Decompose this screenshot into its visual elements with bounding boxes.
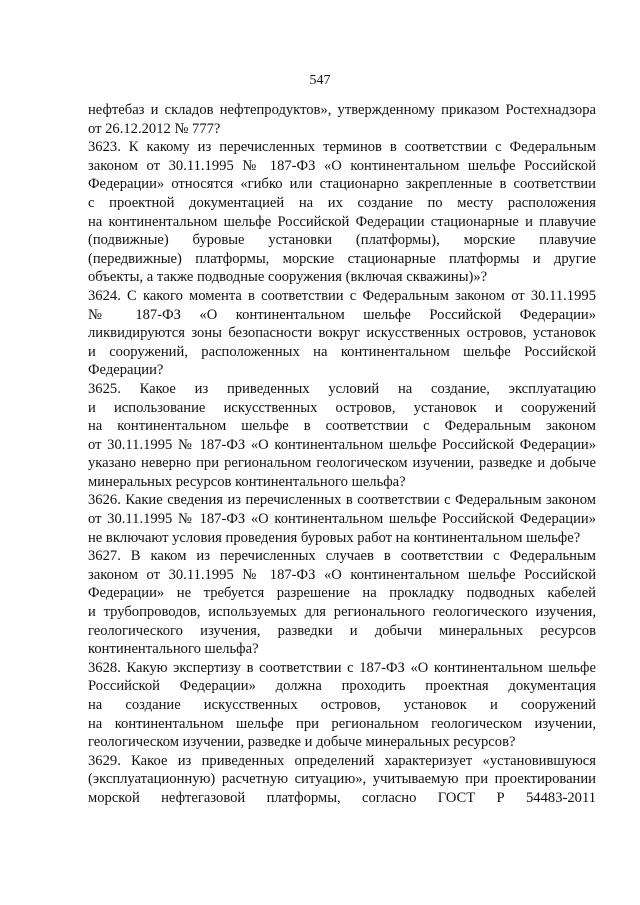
text-line: 3629. Какое из приведенных определений характеризует «установившуюся [88, 752, 596, 769]
text-line: на континентальном шельфе Российской Федерации стационарные и плавучие [88, 213, 596, 230]
text-line: (эксплуатационную) расчетную ситуацию», учитываемую при проектировании [88, 771, 596, 788]
text-line: на континентальном шельфе при региональном геологическом изучении, [88, 715, 596, 732]
text-line: не включают условия проведения буровых работ на континентальном шельфе? [88, 529, 581, 546]
text-line: геологического изучения, разведки и добычи минеральных ресурсов [88, 622, 596, 639]
text-line: Федерации» не требуется разрешение на прокладку подводных кабелей [88, 585, 596, 602]
text-line: 3623. К какому из перечисленных терминов в соответствии с Федеральным [88, 139, 596, 156]
text-line: 3624. С какого момента в соответствии с Федеральным законом от 30.11.1995 [88, 287, 596, 304]
text-line: Федерации» относятся «гибко или стационарно закрепленные в соответствии [88, 176, 596, 193]
text-line: от 26.12.2012 № 777? [88, 120, 221, 137]
text-line: 3628. Какую экспертизу в соответствии с 187-ФЗ «О континентальном шельфе [88, 659, 596, 676]
text-line: (передвижные) платформы, морские стационарные платформы и другие [88, 250, 596, 267]
text-line: объекты, а также подводные сооружения (включая скважины)»? [88, 269, 488, 286]
text-line: морской нефтегазовой платформы, согласно ГОСТ Р 54483-2011 [88, 789, 596, 806]
text-line: № 187-ФЗ «О континентальном шельфе Российской Федерации» [88, 306, 596, 323]
text-line: указано неверно при региональном геологическом изучении, разведке и добыче [88, 455, 596, 472]
text-line: от 30.11.1995 № 187-ФЗ «О континентальном шельфе Российской Федерации» [88, 511, 596, 528]
text-line: ликвидируются зоны безопасности вокруг искусственных островов, установок [88, 325, 596, 342]
text-line: законом от 30.11.1995 № 187-ФЗ «О континентальном шельфе Российской [88, 566, 596, 583]
text-line: Российской Федерации» должна проходить проектная документация [88, 678, 596, 695]
text-line: от 30.11.1995 № 187-ФЗ «О континентальном шельфе Российской Федерации» [88, 436, 596, 453]
text-line: геологическом изучении, разведке и добыче минеральных ресурсов? [88, 734, 516, 751]
page-number: 547 [309, 73, 331, 88]
text-line: (подвижные) буровые установки (платформы), морские плавучие [88, 232, 596, 249]
document-body [88, 101, 596, 808]
text-line: 3627. В каком из перечисленных случаев в соответствии с Федеральным [88, 548, 596, 565]
text-line: континентального шельфа? [88, 641, 259, 658]
text-line: и сооружений, расположенных на континентальном шельфе Российской [88, 343, 596, 360]
text-line: Федерации? [88, 362, 164, 379]
text-line: с проектной документацией на их создание по месту расположения [88, 194, 596, 211]
text-line: нефтебаз и складов нефтепродуктов», утвержденному приказом Ростехнадзора [88, 102, 596, 118]
text-line: 3625. Какое из приведенных условий на создание, эксплуатацию [88, 380, 596, 397]
text-line: минеральных ресурсов континентального шельфа? [88, 473, 406, 490]
text-line: на континентальном шельфе в соответствии с Федеральным законом [88, 418, 596, 435]
text-line: на создание искусственных островов, установок и сооружений [88, 697, 596, 713]
text-line: законом от 30.11.1995 № 187-ФЗ «О континентальном шельфе Российской [88, 157, 596, 174]
text-line: и трубопроводов, используемых для регионального геологического изучения, [88, 604, 596, 621]
text-line: и использование искусственных островов, установок и сооружений [88, 399, 596, 416]
text-line: 3626. Какие сведения из перечисленных в соответствии с Федеральным законом [88, 492, 596, 509]
